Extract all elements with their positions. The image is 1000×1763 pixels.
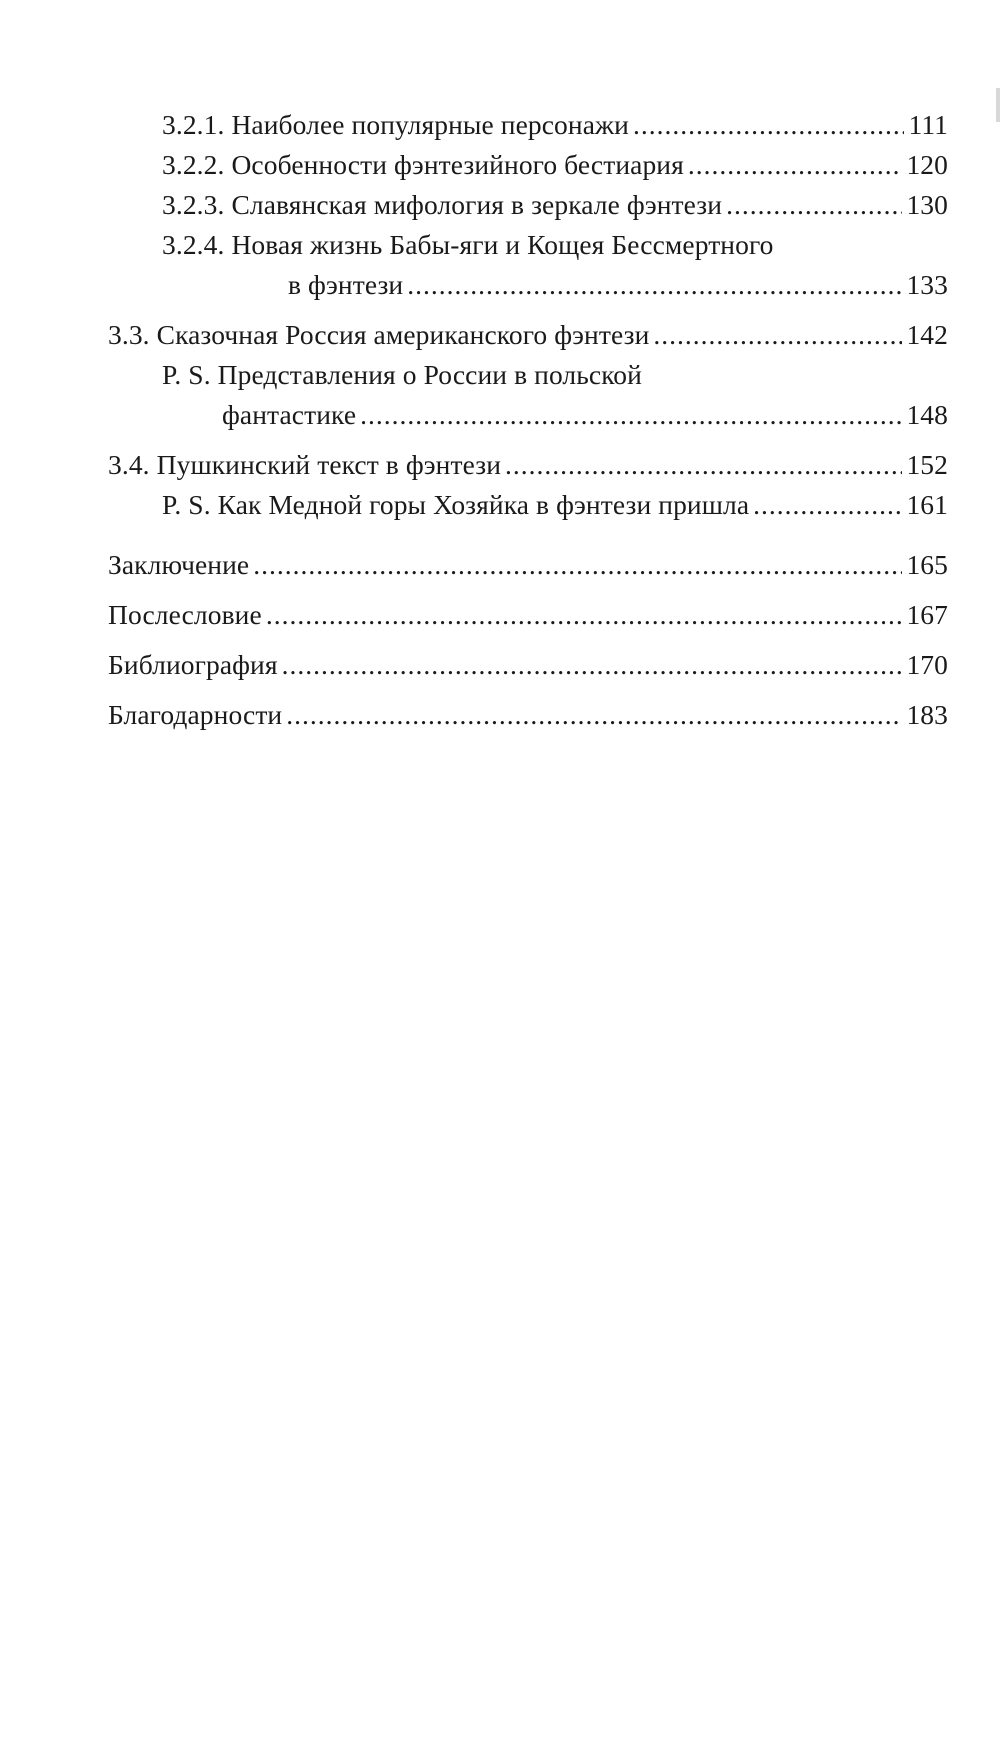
page-number: 148 <box>906 399 948 430</box>
entry-title: Послесловие <box>108 599 262 630</box>
dot-leader <box>253 545 902 585</box>
dot-leader <box>282 645 903 685</box>
toc-entry-3-2-4[interactable] <box>108 225 948 305</box>
page-number: 165 <box>906 549 948 580</box>
page-number: 183 <box>906 699 948 730</box>
page-number: 170 <box>906 649 948 680</box>
entry-title-line2: фантастике <box>222 399 357 430</box>
toc-entry-3-3[interactable] <box>108 315 948 355</box>
toc-entry-3-2-3[interactable] <box>108 185 948 225</box>
dot-leader <box>726 185 902 225</box>
entry-title-line1: Представления о России в польской <box>217 359 642 390</box>
page-number: 142 <box>906 319 948 350</box>
toc-entry-3-2-1[interactable] <box>108 105 948 145</box>
entry-title: Как Медной горы Хозяйка в фэнтези пришла <box>217 489 750 520</box>
toc-entry-ps-copper-mountain[interactable] <box>108 485 948 525</box>
page-number: 130 <box>906 189 948 220</box>
dot-leader <box>266 595 903 635</box>
entry-prefix: P. S. <box>162 489 211 520</box>
entry-title: Славянская мифология в зеркале фэнтези <box>231 189 723 220</box>
entry-prefix: P. S. <box>162 359 211 390</box>
entry-title: Наиболее популярные персонажи <box>231 109 629 140</box>
toc-entry-afterword[interactable] <box>108 595 948 635</box>
dot-leader <box>653 315 902 355</box>
dot-leader <box>753 485 902 525</box>
entry-number: 3.2.2. <box>162 149 225 180</box>
toc-entry-bibliography[interactable] <box>108 645 948 685</box>
entry-number: 3.4. <box>108 449 150 480</box>
entry-title: Библиография <box>108 649 278 680</box>
entry-number: 3.2.3. <box>162 189 225 220</box>
entry-number: 3.3. <box>108 319 150 350</box>
page-number: 152 <box>906 449 948 480</box>
entry-title: Сказочная Россия американского фэнтези <box>156 319 650 350</box>
dot-leader <box>633 105 905 145</box>
entry-title: Особенности фэнтезийного бестиария <box>231 149 684 180</box>
toc-entry-ps-poland[interactable] <box>108 355 948 435</box>
dot-leader <box>505 445 902 485</box>
entry-title: Заключение <box>108 549 250 580</box>
toc-entry-acknowledgements[interactable] <box>108 695 948 735</box>
dot-leader <box>407 265 902 305</box>
entry-title-line1: Новая жизнь Бабы-яги и Кощея Бессмертного <box>231 229 774 260</box>
toc-entry-conclusion[interactable] <box>108 545 948 585</box>
dot-leader <box>360 395 902 435</box>
entry-title: Благодарности <box>108 699 283 730</box>
page-number: 167 <box>906 599 948 630</box>
page-number: 161 <box>906 489 948 520</box>
toc-entry-3-2-2[interactable] <box>108 145 948 185</box>
entry-title: Пушкинский текст в фэнтези <box>156 449 502 480</box>
page-number: 133 <box>906 269 948 300</box>
dot-leader <box>688 145 903 185</box>
entry-number: 3.2.1. <box>162 109 225 140</box>
page-number: 111 <box>908 109 948 140</box>
page-edge-mark <box>996 88 1000 122</box>
entry-number: 3.2.4. <box>162 229 225 260</box>
toc-entry-3-4[interactable] <box>108 445 948 485</box>
table-of-contents <box>108 105 948 735</box>
entry-title-line2: в фэнтези <box>288 269 404 300</box>
dot-leader <box>286 695 902 735</box>
page-number: 120 <box>906 149 948 180</box>
